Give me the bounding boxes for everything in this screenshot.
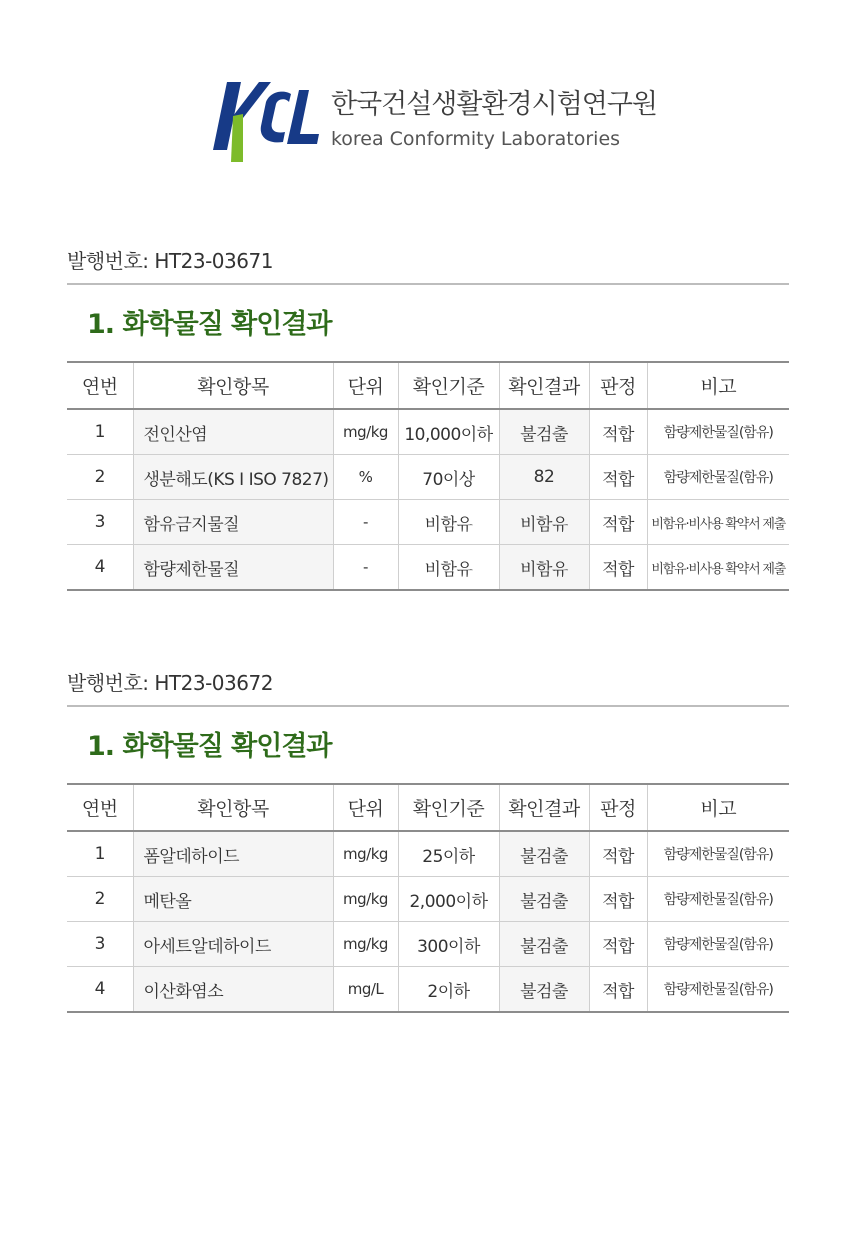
cell-no: 3 xyxy=(67,500,133,545)
cell-result: 불검출 xyxy=(499,831,589,877)
cell-judgment: 적합 xyxy=(589,877,647,922)
cell-unit: mg/L xyxy=(333,967,398,1013)
cell-no: 1 xyxy=(67,409,133,455)
table-row xyxy=(67,545,789,591)
result-section-2 xyxy=(67,667,789,1013)
cell-item: 메탄올 xyxy=(133,877,333,922)
cell-note: 함량제한물질(함유) xyxy=(647,877,789,922)
cell-standard: 300이하 xyxy=(398,922,499,967)
table-row xyxy=(67,409,789,455)
issue-number: 발행번호: HT23-03672 xyxy=(67,667,789,707)
cell-item: 함량제한물질 xyxy=(133,545,333,591)
cell-standard: 2,000이하 xyxy=(398,877,499,922)
col-header-note: 비고 xyxy=(647,362,789,409)
cell-item: 전인산염 xyxy=(133,409,333,455)
cell-item: 생분해도(KS I ISO 7827) xyxy=(133,455,333,500)
chemical-result-table xyxy=(67,783,789,1013)
org-name-english: korea Conformity Laboratories xyxy=(330,128,621,150)
col-header-unit: 단위 xyxy=(333,362,398,409)
cell-item: 함유금지물질 xyxy=(133,500,333,545)
cell-standard: 70이상 xyxy=(398,455,499,500)
cell-judgment: 적합 xyxy=(589,455,647,500)
cell-result: 불검출 xyxy=(499,877,589,922)
table-row xyxy=(67,455,789,500)
table-header-row xyxy=(67,784,789,831)
cell-judgment: 적합 xyxy=(589,922,647,967)
issue-number: 발행번호: HT23-03671 xyxy=(67,245,789,285)
table-row xyxy=(67,967,789,1013)
col-header-item: 확인항목 xyxy=(133,784,333,831)
table-row xyxy=(67,922,789,967)
result-section-1 xyxy=(67,245,789,591)
cell-standard: 비함유 xyxy=(398,545,499,591)
cell-item: 이산화염소 xyxy=(133,967,333,1013)
cell-standard: 25이하 xyxy=(398,831,499,877)
cell-standard: 2이하 xyxy=(398,967,499,1013)
cell-result: 82 xyxy=(499,455,589,500)
cell-note: 함량제한물질(함유) xyxy=(647,409,789,455)
cell-judgment: 적합 xyxy=(589,409,647,455)
cell-result: 불검출 xyxy=(499,409,589,455)
cell-standard: 비함유 xyxy=(398,500,499,545)
cell-unit: mg/kg xyxy=(333,831,398,877)
table-row xyxy=(67,500,789,545)
cell-unit: mg/kg xyxy=(333,409,398,455)
col-header-result: 확인결과 xyxy=(499,362,589,409)
section-title: 1. 화학물질 확인결과 xyxy=(87,731,332,762)
cell-item: 아세트알데하이드 xyxy=(133,922,333,967)
cell-item: 폼알데하이드 xyxy=(133,831,333,877)
col-header-note: 비고 xyxy=(647,784,789,831)
table-row xyxy=(67,831,789,877)
col-header-standard: 확인기준 xyxy=(398,784,499,831)
cell-note: 함량제한물질(함유) xyxy=(647,455,789,500)
col-header-result: 확인결과 xyxy=(499,784,589,831)
org-name-korean: 한국건설생활환경시험연구원 xyxy=(330,89,658,120)
col-header-standard: 확인기준 xyxy=(398,362,499,409)
cell-note: 함량제한물질(함유) xyxy=(647,967,789,1013)
cell-standard: 10,000이하 xyxy=(398,409,499,455)
cell-result: 비함유 xyxy=(499,545,589,591)
cell-note: 비함유·비사용 확약서 제출 xyxy=(647,545,789,591)
table-row xyxy=(67,877,789,922)
table-header-row xyxy=(67,362,789,409)
kcl-logo xyxy=(203,72,323,168)
section-title: 1. 화학물질 확인결과 xyxy=(87,309,332,340)
cell-no: 4 xyxy=(94,979,105,999)
cell-no: 1 xyxy=(67,831,133,877)
cell-note: 함량제한물질(함유) xyxy=(647,831,789,877)
cell-unit: mg/kg xyxy=(333,877,398,922)
cell-unit: mg/kg xyxy=(333,922,398,967)
cell-judgment: 적합 xyxy=(589,967,647,1013)
cell-unit: - xyxy=(333,500,398,545)
cell-result: 비함유 xyxy=(499,500,589,545)
cell-unit: % xyxy=(333,455,398,500)
cell-judgment: 적합 xyxy=(589,545,647,591)
org-name-block xyxy=(331,87,657,153)
cell-result: 불검출 xyxy=(499,967,589,1013)
cell-no: 2 xyxy=(67,455,133,500)
col-header-no: 연번 xyxy=(67,784,133,831)
col-header-judgment: 판정 xyxy=(589,784,647,831)
col-header-item: 확인항목 xyxy=(133,362,333,409)
cell-result: 불검출 xyxy=(499,922,589,967)
col-header-unit: 단위 xyxy=(333,784,398,831)
cell-unit: - xyxy=(333,545,398,591)
kcl-logo-graphic xyxy=(203,72,323,168)
cell-note: 함량제한물질(함유) xyxy=(647,922,789,967)
chemical-result-table xyxy=(67,361,789,591)
cell-note: 비함유·비사용 확약서 제출 xyxy=(647,500,789,545)
cell-judgment: 적합 xyxy=(589,831,647,877)
header xyxy=(0,70,860,170)
col-header-judgment: 판정 xyxy=(589,362,647,409)
cell-no: 2 xyxy=(67,877,133,922)
col-header-no: 연번 xyxy=(67,362,133,409)
cell-no: 4 xyxy=(94,557,105,577)
cell-judgment: 적합 xyxy=(589,500,647,545)
cell-no: 3 xyxy=(67,922,133,967)
